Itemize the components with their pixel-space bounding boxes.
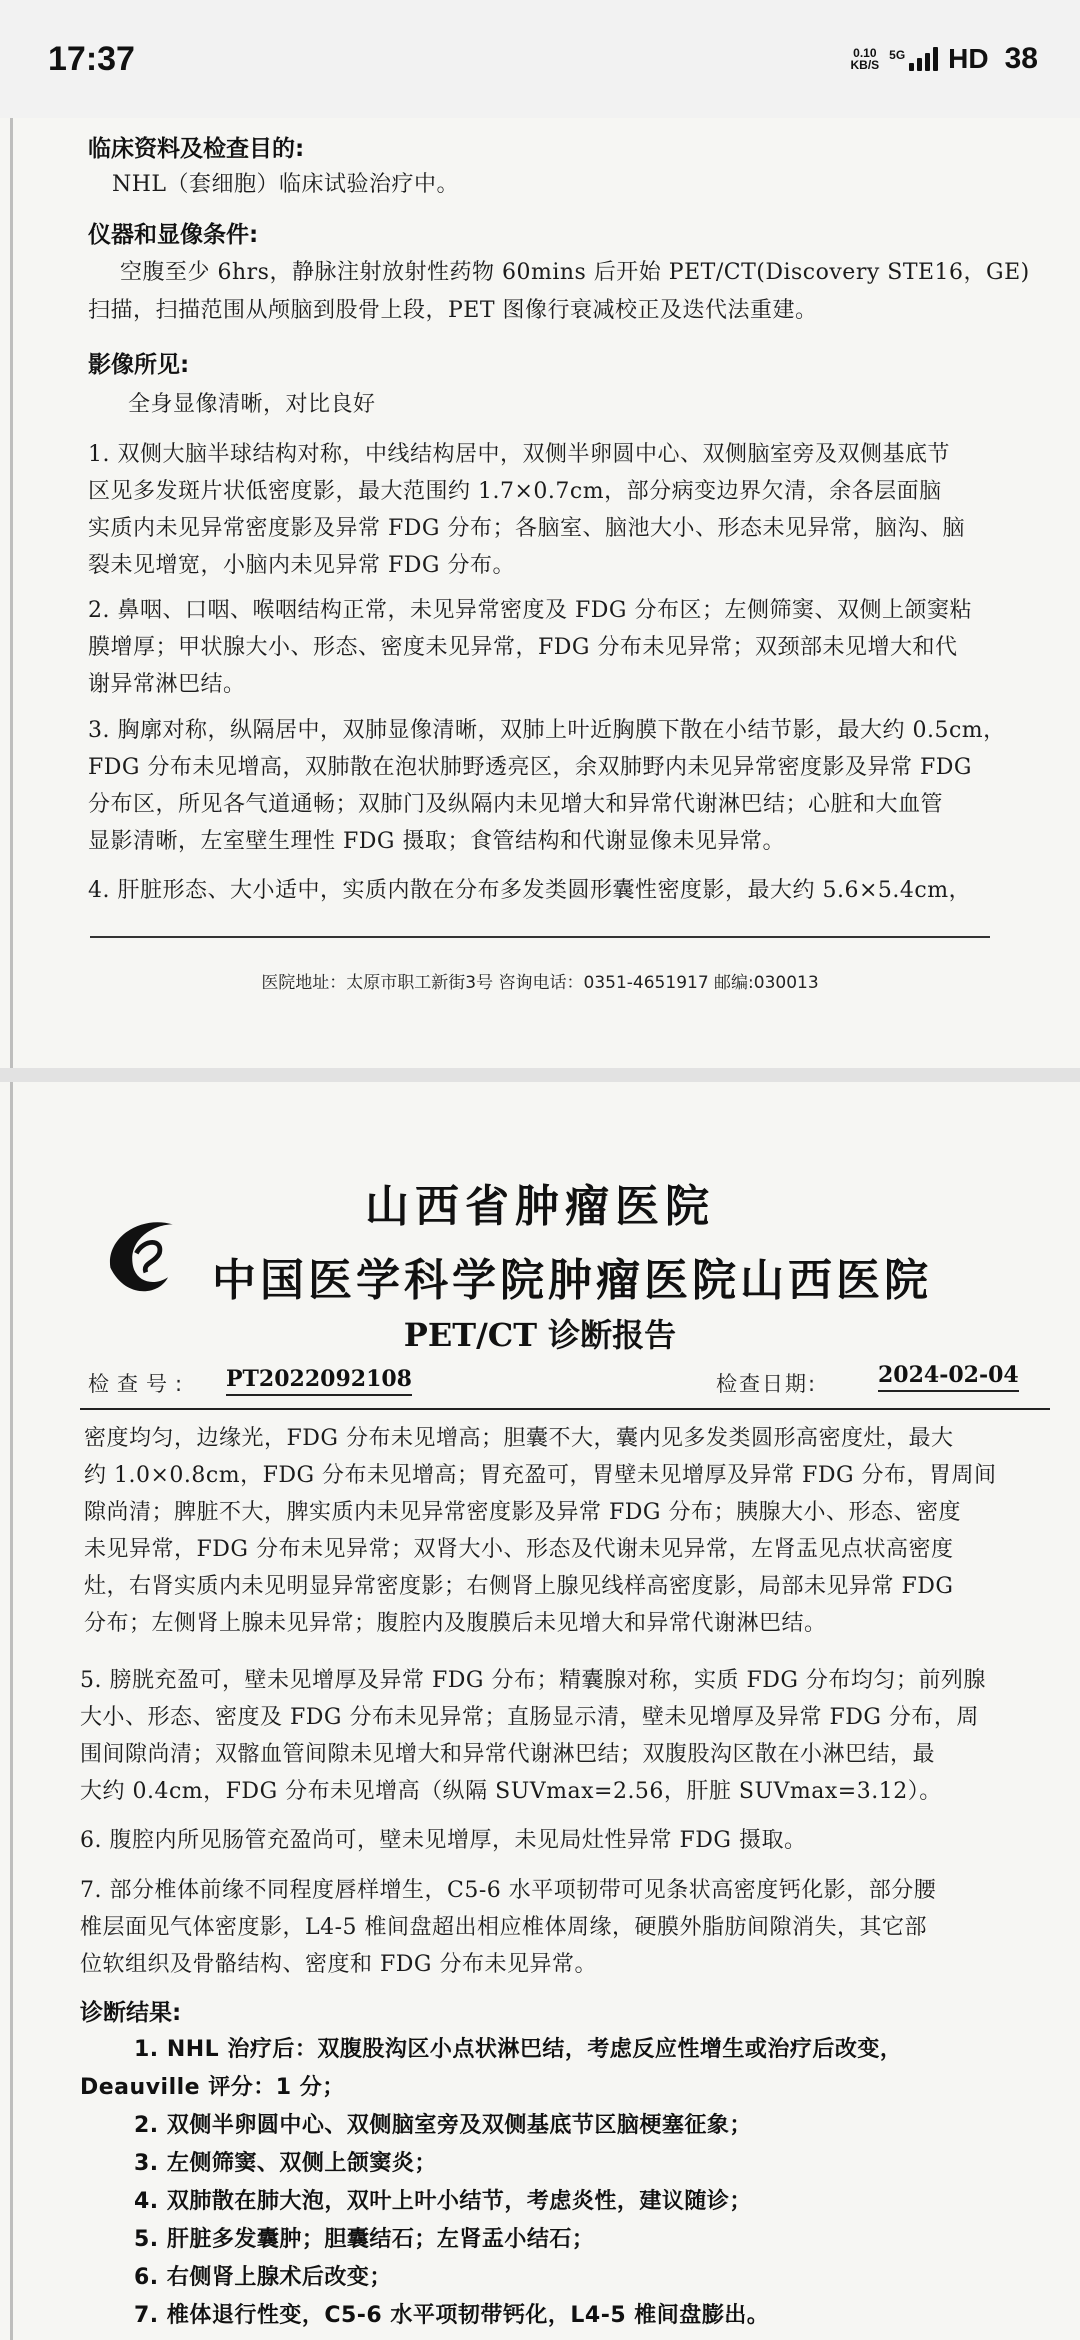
instrument-heading: 仪器和显像条件: [88,222,259,248]
finding-item-5: 5. 膀胱充盈可，壁未见增厚及异常 FDG 分布；精囊腺对称，实质 FDG 分布均匀；前列腺 大小、形态、密度及 FDG 分布未见异常；直肠显示清，壁未见增厚及异常 FDG 分布，周 围间隙尚清；双髂血管间隙未见增大和异常代谢淋巴结；双腹股沟区散在小淋巴结，最 大约 0.4cm，FDG 分布未见增高（纵隔 SUVmax=2.56，肝脏 SUVmax=3.12）。 [80,1668,986,1804]
diagnosis-item: 7. 椎体退行性变，C5-6 水平项韧带钙化，L4-5 椎间盘膨出。 [134,2303,770,2328]
diagnosis-item: 3. 左侧筛窦、双侧上颌窦炎； [134,2151,437,2176]
network-speed-unit: KB/S [850,58,880,72]
diagnosis-item: 4. 双肺散在肺大泡，双叶上叶小结节，考虑炎性，建议随诊； [134,2189,752,2214]
report-page-1 [0,118,1080,1068]
network-type: 5G [889,48,906,62]
hospital-footer: 医院地址：太原市职工新街3号 咨询电话：0351-4651917 邮编:030013 [261,973,819,993]
network-speed-value: 0.10 [853,46,877,60]
finding-item-2: 2. 鼻咽、口咽、喉咽结构正常，未见异常密度及 FDG 分布区；左侧筛窦、双侧上颌窦粘 膜增厚；甲状腺大小、形态、密度未见异常，FDG 分布未见异常；双颈部未见增大和代 谢异常淋巴结。 [88,598,972,697]
findings-intro: 全身显像清晰，对比良好 [128,392,376,417]
diagnosis-item: 2. 双侧半卵圆中心、双侧脑室旁及双侧基底节区脑梗塞征象； [134,2113,752,2138]
status-icons [850,42,1038,76]
finding-item-4-continued: 密度均匀，边缘光，FDG 分布未见增高；胆囊不大，囊内见多发类圆形高密度灶，最大 约 1.0×0.8cm，FDG 分布未见增高；胃充盈可，胃壁未见增厚及异常 FDG 分布，胃周间 隙尚清；脾脏不大，脾实质内未见异常密度影及异常 FDG 分布；胰腺大小、形态、密度 未见异常，FDG 分布未见异常；双肾大小、形态及代谢未见异常，左肾盂见点状高密度 灶，右肾实质内未见明显异常密度影；右侧肾上腺见线样高密度影，局部未见异常 FDG 分布；左侧肾上腺未见异常；腹腔内及腹膜后未见增大和异常代谢淋巴结。 [84,1426,997,1636]
finding-item-6: 6. 腹腔内所见肠管充盈尚可，壁未见增厚，未见局灶性异常 FDG 摄取。 [80,1828,807,1853]
report-page-2 [0,1082,1080,2340]
status-bar [0,0,1080,118]
hospital-logo-icon [96,1210,192,1306]
hospital-name: 山西省肿瘤医院 [365,1181,715,1232]
page-gap [0,1068,1080,1082]
clinical-text: NHL（套细胞）临床试验治疗中。 [112,172,460,197]
hd-indicator: HD [948,43,989,74]
diagnosis-item: 1. NHL 治疗后：双腹股沟区小点状淋巴结，考虑反应性增生或治疗后改变， [134,2037,903,2062]
finding-item-1: 1. 双侧大脑半球结构对称，中线结构居中，双侧半卵圆中心、双侧脑室旁及双侧基底节 区见多发斑片状低密度影，最大范围约 1.7×0.7cm，部分病变边界欠清，余各层面脑 实质内未见异常密度影及异常 FDG 分布；各脑室、脑池大小、形态未见异常，脑沟、脑 裂未见增宽，小脑内未见异常 FDG 分布。 [88,442,965,578]
hospital-name-2: 中国医学科学院肿瘤医院山西医院 [212,1255,932,1306]
signal-icon [889,47,938,71]
footer-divider [90,936,990,938]
exam-number-label: 检查号: [88,1372,191,1396]
instrument-line-2: 扫描，扫描范围从颅脑到股骨上段，PET 图像行衰减校正及迭代法重建。 [88,298,818,323]
exam-date-label: 检查日期: [716,1372,818,1396]
header-rule [80,1408,1050,1410]
finding-item-7: 7. 部分椎体前缘不同程度唇样增生，C5-6 水平项韧带可见条状高密度钙化影，部分腰 椎层面见气体密度影，L4-5 椎间盘超出相应椎体周缘，硬膜外脂肪间隙消失，其它部 位软组织及骨骼结构、密度和 FDG 分布未见异常。 [80,1878,937,1977]
diagnosis-item: 5. 肝脏多发囊肿；胆囊结石；左肾盂小结石； [134,2227,595,2252]
finding-item-3: 3. 胸廓对称，纵隔居中，双肺显像清晰，双肺上叶近胸膜下散在小结节影，最大约 0.5cm， FDG 分布未见增高，双肺散在泡状肺野透亮区，余双肺野内未见异常密度影及异常 FDG 分布区，所见各气道通畅；双肺门及纵隔内未见增大和异常代谢淋巴结；心脏和大血管 显影清晰，左室壁生理性 FDG 摄取；食管结构和代谢显像未见异常。 [88,718,1006,854]
network-speed [850,47,879,71]
diagnosis-item: 6. 右侧肾上腺术后改变； [134,2265,392,2290]
finding-item-4: 4. 肝脏形态、大小适中，实质内散在分布多发类圆形囊性密度影，最大约 5.6×5.4cm， [88,878,972,903]
instrument-line-1: 空腹至少 6hrs，静脉注射放射性药物 60mins 后开始 PET/CT(Discovery STE16，GE) [120,260,1030,285]
diagnosis-heading: 诊断结果: [80,2000,182,2026]
diagnosis-item: Deauville 评分：1 分； [80,2075,345,2100]
exam-number: PT2022092108 [226,1366,412,1396]
status-time: 17:37 [48,39,135,78]
report-title: PET/CT 诊断报告 [403,1316,677,1354]
findings-heading: 影像所见: [88,352,190,378]
battery-level: 38 [1004,42,1038,75]
exam-info-row [88,1362,1030,1406]
clinical-heading: 临床资料及检查目的: [88,136,305,162]
signal-bars-icon [909,47,938,71]
exam-date: 2024-02-04 [878,1362,1019,1392]
